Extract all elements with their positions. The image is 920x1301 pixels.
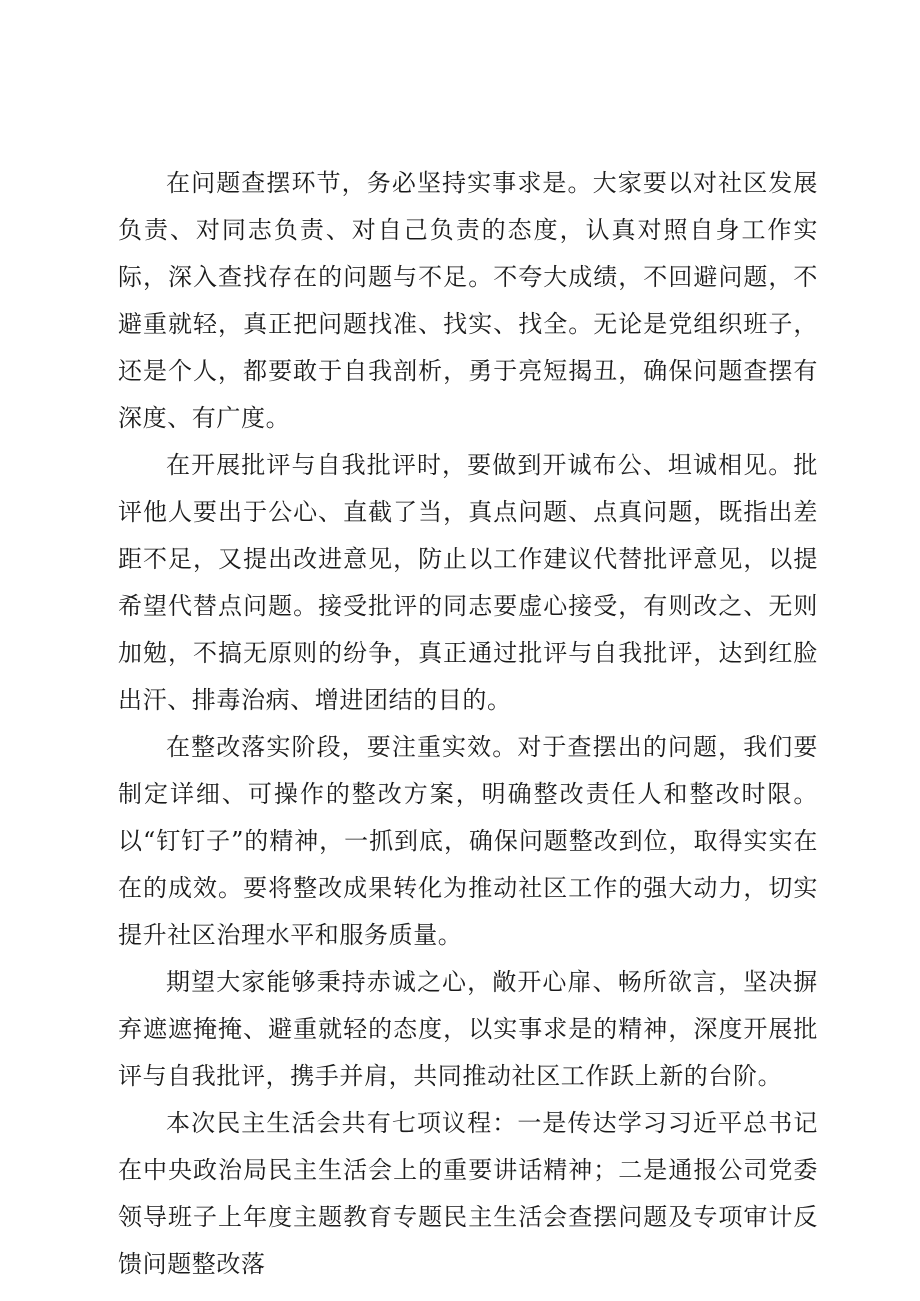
paragraph-criticism: 在开展批评与自我批评时，要做到开诚布公、坦诚相见。批评他人要出于公心、直截了当，真点问题、点真问题，既指出差距不足，又提出改进意见，防止以工作建议代替批评意见，以提希望代替点问题。接受批评的同志要虚心接受，有则改之、无则加勉，不搞无原则的纷争，真正通过批评与自我批评，达到红脸出汗、排毒治病、增进团结的目的。	[118, 451, 818, 714]
paragraph-rectification: 在整改落实阶段，要注重实效。对于查摆出的问题，我们要制定详细、可操作的整改方案，明确整改责任人和整改时限。以“钉钉子”的精神，一抓到底，确保问题整改到位，取得实实在在的成效。要将整改成果转化为推动社区工作的强大动力，切实提升社区治理水平和服务质量。	[118, 733, 818, 949]
paragraph-expectation: 期望大家能够秉持赤诚之心，敞开心扉、畅所欲言，坚决摒弃遮遮掩掩、避重就轻的态度，以实事求是的精神，深度开展批评与自我批评，携手并肩，共同推动社区工作跃上新的台阶。	[118, 968, 818, 1090]
paragraph-agenda: 本次民主生活会共有七项议程：一是传达学习习近平总书记在中央政治局民主生活会上的重要讲话精神；二是通报公司党委领导班子上年度主题教育专题民主生活会查摆问题及专项审计反馈问题整改落	[118, 1109, 818, 1278]
paragraph-problem-review: 在问题查摆环节，务必坚持实事求是。大家要以对社区发展负责、对同志负责、对自己负责的态度，认真对照自身工作实际，深入查找存在的问题与不足。不夸大成绩，不回避问题，不避重就轻，真正把问题找准、找实、找全。无论是党组织班子，还是个人，都要敢于自我剖析，勇于亮短揭丑，确保问题查摆有深度、有广度。	[118, 169, 818, 432]
document-body	[118, 160, 818, 1288]
